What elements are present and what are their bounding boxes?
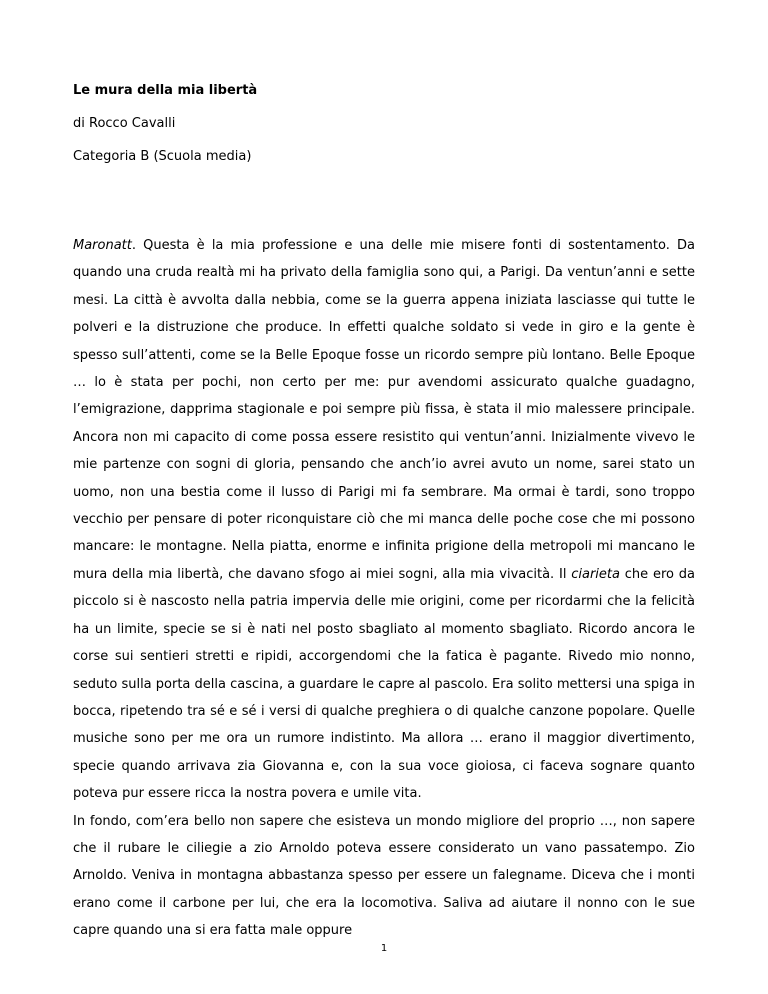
italic-term-ciarieta: ciarieta (571, 566, 620, 582)
paragraph-1 (73, 232, 695, 808)
page-number: 1 (380, 943, 388, 954)
author-line: di Rocco Cavalli (73, 116, 176, 131)
italic-term-maronatt: Maronatt (73, 238, 132, 253)
paragraph-2: In fondo, com’era bello non sapere che esisteva un mondo migliore del proprio …, non sapere che il rubare le ciliegie a zio Arnoldo poteva essere considerato un vano passatempo. Zio Arnoldo. Veniva in montagna abbastanza spesso per essere un falegname. Diceva che i monti erano come il carbone per lui, che era la locomotiva. Saliva ad aiutare il nonno con le sue capre quando una si era fatta male oppure (73, 813, 695, 939)
category-line: Categoria B (Scuola media) (73, 149, 252, 164)
paragraph-1-text-b: che ero da piccolo si è nascosto nella patria impervia delle mie origini, come per ricordarmi che la felicità ha un limite, specie se si è nati nel posto sbagliato al momento sbagliato. Ricordo ancora le corse sui sentieri stretti e ripidi, accorgendomi che la fatica è pagante. Rivedo mio nonno, seduto sulla porta della cascina, a guardare le capre al pascolo. Era solito mettersi una spiga in bocca, ripetendo tra sé e sé i versi di qualche preghiera o di qualche canzone popolare. Quelle musiche sono per me ora un rumore indistinto. Ma allora … erano il maggior divertimento, specie quando arrivava zia Giovanna e, con la sua voce gioiosa, ci faceva sognare quanto poteva pur essere ricca la nostra povera e umile vita. (73, 566, 695, 802)
paragraph-1-text-a: . Questa è la mia professione e una delle mie misere fonti di sostentamento. Da quando una cruda realtà mi ha privato della famiglia sono qui, a Parigi. Da ventun’anni e sette mesi. La città è avvolta dalla nebbia, come se la guerra appena iniziata lasciasse qui tutte le polveri e la distruzione che produce. In effetti qualche soldato si vede in giro e la gente è spesso sull’attenti, come se la Belle Epoque fosse un ricordo sempre più lontano. Belle Epoque … lo è stata per pochi, non certo per me: pur avendomi assicurato qualche guadagno, l’emigrazione, dapprima stagionale e poi sempre più fissa, è stata il mio malessere principale. Ancora non mi capacito di come possa essere resistito qui ventun’anni. Inizialmente vivevo le mie partenze con sogni di gloria, pensando che anch’io avrei avuto un nome, sarei stato un uomo, non una bestia come il lusso di Parigi mi fa sembrare. Ma ormai è tardi, sono troppo vecchio per pensare di poter riconquistare ciò che mi manca delle poche cose che mi possono mancare: le montagne. Nella piatta, enorme e infinita prigione della metropoli mi mancano le mura della mia libertà, che davano sfogo ai miei sogni, alla mia vivacità. Il (73, 238, 695, 582)
document-title: Le mura della mia libertà (73, 83, 258, 98)
story-body (73, 232, 695, 945)
